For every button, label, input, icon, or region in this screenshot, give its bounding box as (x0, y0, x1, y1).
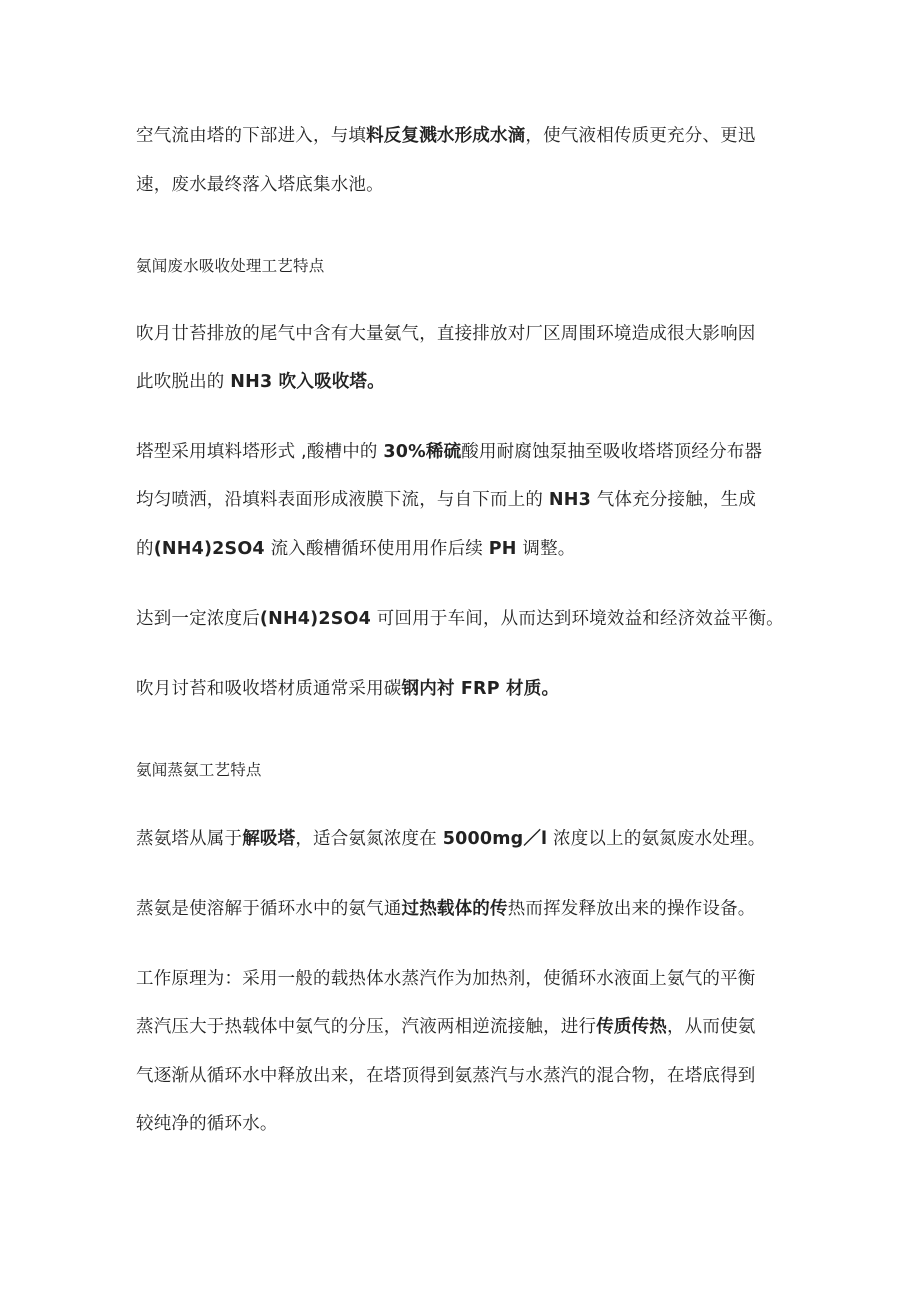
text: 流入酸槽循环使用用作后续 (264, 539, 489, 559)
text: ，适合氨氮浓度在 (295, 829, 443, 849)
bold-text: (NH4)2SO4 (259, 609, 372, 629)
paragraph-1-line-1 (136, 124, 756, 148)
bold-text: 料反复溅水形成水滴 (366, 126, 526, 146)
bold-text: 5000mg／l (442, 829, 548, 849)
bold-text: 解吸塔 (242, 829, 296, 849)
bold-text: 过热载体的传 (401, 899, 508, 919)
section-heading-ammonia-stripping: 氨闻蒸氨工艺特点 (136, 761, 262, 779)
bold-text: 传质传热 (596, 1017, 668, 1037)
text: 达到一定浓度后 (136, 609, 260, 629)
text: 均匀喷洒，沿填料表面形成液膜下流，与自下而上的 (136, 490, 549, 510)
paragraph-7 (136, 897, 756, 921)
paragraph-8-line-4: 较纯净的循环水。 (136, 1114, 278, 1134)
text: ，使气液相传质更充分、更迅 (525, 126, 756, 146)
paragraph-8-line-3: 气逐渐从循环水中释放出来，在塔顶得到氨蒸汽与水蒸汽的混合物，在塔底得到 (136, 1066, 756, 1086)
text: ，从而使氨 (667, 1017, 756, 1037)
text: 热而挥发释放出来的操作设备。 (507, 899, 756, 919)
paragraph-8-line-2 (136, 1015, 756, 1039)
paragraph-8-line-1: 工作原理为：采用一般的载热体水蒸汽作为加热剂，使循环水液面上氨气的平衡 (136, 969, 756, 989)
bold-text: NH3 (548, 490, 591, 510)
paragraph-1-line-2: 速，废水最终落入塔底集水池。 (136, 175, 384, 195)
bold-text: NH3 吹入吸收塔。 (230, 372, 385, 392)
bold-text: PH (488, 539, 517, 559)
text: 浓度以上的氨氮废水处理。 (547, 829, 766, 849)
text: 蒸氨是使溶解于循环水中的氨气通 (136, 899, 402, 919)
text: 酸用耐腐蚀泵抽至吸收塔塔顶经分布器 (461, 442, 763, 462)
text: 可回用于车间，从而达到环境效益和经济效益平衡。 (371, 609, 784, 629)
bold-text: 30%稀硫 (383, 442, 462, 462)
text: 的 (136, 539, 154, 559)
bold-text: 钢内衬 FRP 材质。 (401, 679, 560, 699)
paragraph-3-line-2 (136, 488, 756, 512)
paragraph-2-line-2 (136, 370, 385, 394)
text: 气体充分接触，生成 (590, 490, 757, 510)
bold-text: (NH4)2SO4 (153, 539, 265, 559)
text: 此吹脱出的 (136, 372, 231, 392)
text: 调整。 (516, 539, 576, 559)
paragraph-5 (136, 677, 559, 701)
section-heading-absorption: 氨闻废水吸收处理工艺特点 (136, 257, 325, 275)
text: 蒸氨塔从属于 (136, 829, 243, 849)
text: 塔型采用填料塔形式 ,酸槽中的 (136, 442, 384, 462)
paragraph-3-line-3 (136, 537, 576, 561)
text: 吹月讨苔和吸收塔材质通常采用碳 (136, 679, 402, 699)
paragraph-3-line-1 (136, 440, 762, 464)
text: 空气流由塔的下部进入，与填 (136, 126, 367, 146)
paragraph-4 (136, 607, 784, 631)
paragraph-2-line-1: 吹月廿苔排放的尾气中含有大量氨气，直接排放对厂区周围环境造成很大影响因 (136, 324, 756, 344)
text: 蒸汽压大于热载体中氨气的分压，汽液两相逆流接触，进行 (136, 1017, 597, 1037)
paragraph-6 (136, 827, 765, 851)
